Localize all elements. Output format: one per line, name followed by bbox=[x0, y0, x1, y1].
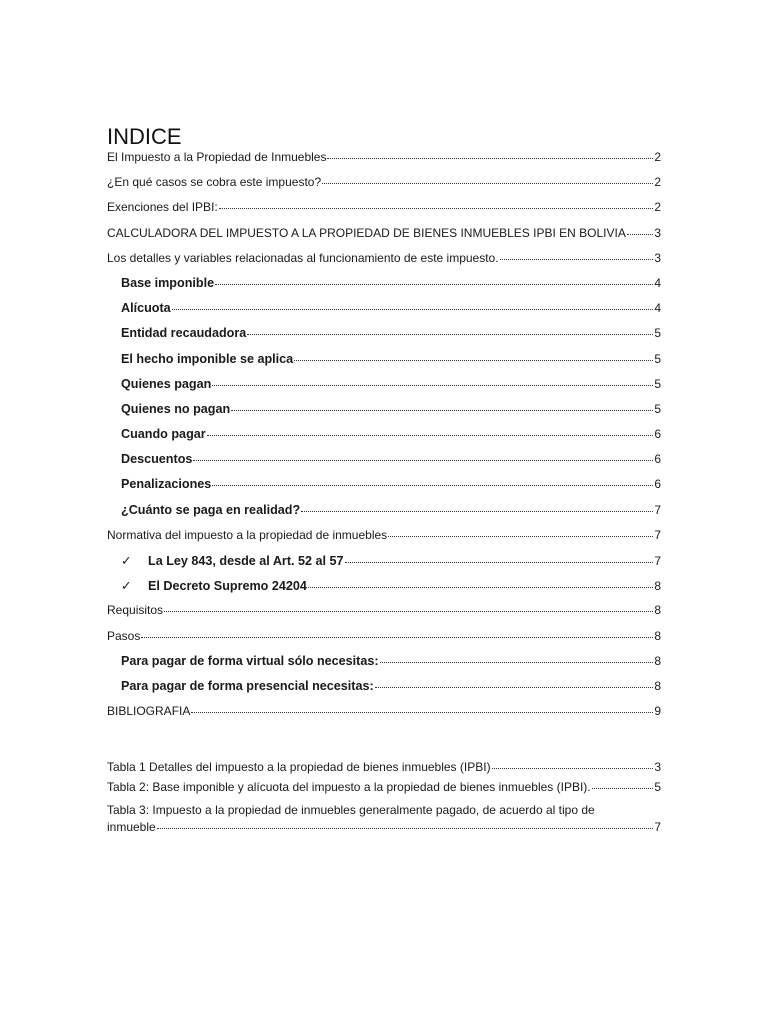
toc-entry-label: BIBLIOGRAFIA bbox=[107, 704, 191, 719]
toc-entry-label: CALCULADORA DEL IMPUESTO A LA PROPIEDAD DE BIENES INMUEBLES IPBI EN BOLIVIA bbox=[107, 225, 626, 240]
toc-entry-label: ¿En qué casos se cobra este impuesto? bbox=[107, 175, 322, 190]
toc-entry-label: Los detalles y variables relacionadas al funcionamiento de este impuesto. bbox=[107, 250, 499, 265]
toc-entry-page: 7 bbox=[654, 554, 661, 568]
toc-entry-page: 9 bbox=[654, 704, 661, 719]
dot-leader bbox=[231, 410, 653, 411]
dot-leader bbox=[193, 460, 653, 461]
table-entry-3-line-1[interactable]: Tabla 3: Impuesto a la propiedad de inmuebles generalmente pagado, de acuerdo al tipo de bbox=[107, 803, 595, 817]
toc-entry-label: Para pagar de forma virtual sólo necesitas: bbox=[121, 653, 379, 668]
toc-entry[interactable] bbox=[107, 352, 661, 377]
dot-leader bbox=[172, 309, 654, 310]
toc-entry-page: 2 bbox=[654, 150, 661, 164]
dot-leader bbox=[141, 637, 653, 638]
dot-leader bbox=[301, 511, 653, 512]
toc-entry-page: 4 bbox=[654, 301, 661, 316]
dot-leader bbox=[492, 768, 654, 769]
toc-entry-label: El Impuesto a la Propiedad de Inmuebles bbox=[107, 150, 327, 164]
toc-entry[interactable] bbox=[107, 200, 661, 225]
toc-entry-label: Penalizaciones bbox=[121, 477, 212, 492]
toc-entry-label: Alícuota bbox=[121, 301, 171, 316]
toc-entry-page: 2 bbox=[654, 200, 661, 215]
toc-entry-page: 4 bbox=[654, 275, 661, 290]
toc-entry-label: Cuando pagar bbox=[121, 427, 206, 442]
toc-entry-page: 5 bbox=[654, 351, 661, 366]
dot-leader bbox=[380, 662, 654, 663]
toc-entry-page: 8 bbox=[654, 603, 661, 618]
dot-leader bbox=[164, 611, 653, 612]
table-entry-3[interactable] bbox=[107, 820, 661, 840]
toc-entry-page: 8 bbox=[654, 579, 661, 594]
dot-leader bbox=[247, 334, 653, 335]
toc-entry[interactable] bbox=[107, 402, 661, 427]
toc-entry-page: 6 bbox=[654, 452, 661, 467]
dot-leader bbox=[322, 183, 653, 184]
toc-entry[interactable] bbox=[107, 251, 661, 276]
dot-leader bbox=[388, 536, 653, 537]
toc-entry-page: 8 bbox=[654, 653, 661, 668]
table-entry-2[interactable] bbox=[107, 780, 661, 800]
dot-leader bbox=[345, 562, 654, 563]
checkmark-icon: ✓ bbox=[121, 579, 132, 594]
toc-entry-page: 7 bbox=[654, 502, 661, 517]
dot-leader bbox=[212, 485, 653, 486]
toc-entry-page: 6 bbox=[654, 427, 661, 442]
toc-entry[interactable] bbox=[107, 377, 661, 402]
index-title: INDICE bbox=[107, 124, 182, 149]
toc-entry-label: Entidad recaudadora bbox=[121, 326, 247, 341]
toc-entry[interactable] bbox=[107, 452, 661, 477]
toc-entry-label: Descuentos bbox=[121, 452, 193, 467]
toc-entry[interactable] bbox=[107, 553, 661, 578]
toc-entry[interactable] bbox=[107, 326, 661, 351]
dot-leader bbox=[327, 158, 653, 159]
dot-leader bbox=[308, 587, 653, 588]
toc-entry-label: Quienes pagan bbox=[121, 376, 212, 391]
table-entry-1[interactable] bbox=[107, 760, 661, 780]
toc-entry-page: 5 bbox=[654, 376, 661, 391]
toc-entry[interactable] bbox=[107, 704, 661, 729]
table-entry-label: Tabla 1 Detalles del impuesto a la propiedad de bienes inmuebles (IPBI) bbox=[107, 760, 491, 774]
dot-leader bbox=[294, 360, 653, 361]
toc-entry[interactable] bbox=[107, 276, 661, 301]
dot-leader bbox=[157, 828, 654, 829]
toc-entry[interactable] bbox=[107, 150, 661, 175]
toc-entry-label: Quienes no pagan bbox=[121, 401, 231, 416]
toc-entry-page: 3 bbox=[654, 250, 661, 265]
toc-entry-label: El hecho imponible se aplica bbox=[121, 351, 294, 366]
table-entry-label: inmueble bbox=[107, 820, 156, 834]
toc-entry-page: 3 bbox=[654, 225, 661, 240]
toc-entry-label: ¿Cuánto se paga en realidad? bbox=[121, 502, 301, 517]
table-of-contents bbox=[107, 150, 661, 729]
toc-entry-page: 5 bbox=[654, 326, 661, 341]
dot-leader bbox=[375, 687, 654, 688]
toc-entry-page: 8 bbox=[654, 678, 661, 693]
toc-entry[interactable] bbox=[107, 629, 661, 654]
dot-leader bbox=[191, 712, 653, 713]
toc-entry[interactable] bbox=[107, 301, 661, 326]
toc-entry[interactable] bbox=[107, 578, 661, 603]
toc-entry[interactable] bbox=[107, 679, 661, 704]
toc-entry[interactable] bbox=[107, 226, 661, 251]
dot-leader bbox=[627, 234, 653, 235]
list-of-tables bbox=[107, 760, 661, 840]
toc-entry-label: Normativa del impuesto a la propiedad de inmuebles bbox=[107, 527, 388, 542]
toc-entry-label: Pasos bbox=[107, 628, 141, 643]
toc-entry[interactable] bbox=[107, 477, 661, 502]
toc-entry-page: 7 bbox=[654, 527, 661, 542]
table-entry-page: 7 bbox=[654, 820, 661, 834]
toc-entry-page: 2 bbox=[654, 175, 661, 190]
toc-entry-label: Base imponible bbox=[121, 275, 215, 290]
toc-entry[interactable] bbox=[107, 427, 661, 452]
toc-entry-page: 8 bbox=[654, 628, 661, 643]
dot-leader bbox=[500, 259, 654, 260]
toc-entry-label: Exenciones del IPBI: bbox=[107, 200, 218, 215]
toc-entry[interactable] bbox=[107, 503, 661, 528]
toc-entry-page: 5 bbox=[654, 401, 661, 416]
dot-leader bbox=[219, 208, 654, 209]
toc-entry-label: El Decreto Supremo 24204 bbox=[148, 579, 307, 594]
toc-entry-label: Requisitos bbox=[107, 603, 164, 618]
toc-entry[interactable] bbox=[107, 654, 661, 679]
toc-entry-label: La Ley 843, desde al Art. 52 al 57 bbox=[148, 554, 344, 568]
checkmark-icon: ✓ bbox=[121, 554, 132, 568]
dot-leader bbox=[212, 385, 653, 386]
toc-entry-label: Para pagar de forma presencial necesitas: bbox=[121, 678, 374, 693]
table-entry-page: 5 bbox=[654, 780, 661, 794]
toc-entry[interactable] bbox=[107, 528, 661, 553]
table-entry-page: 3 bbox=[654, 760, 661, 774]
toc-entry-page: 6 bbox=[654, 477, 661, 492]
dot-leader bbox=[215, 284, 653, 285]
toc-entry[interactable] bbox=[107, 603, 661, 628]
toc-entry[interactable] bbox=[107, 175, 661, 200]
dot-leader bbox=[207, 435, 654, 436]
table-entry-label: Tabla 2: Base imponible y alícuota del impuesto a la propiedad de bienes inmuebles (IPBI). bbox=[107, 780, 591, 794]
dot-leader bbox=[592, 788, 654, 789]
